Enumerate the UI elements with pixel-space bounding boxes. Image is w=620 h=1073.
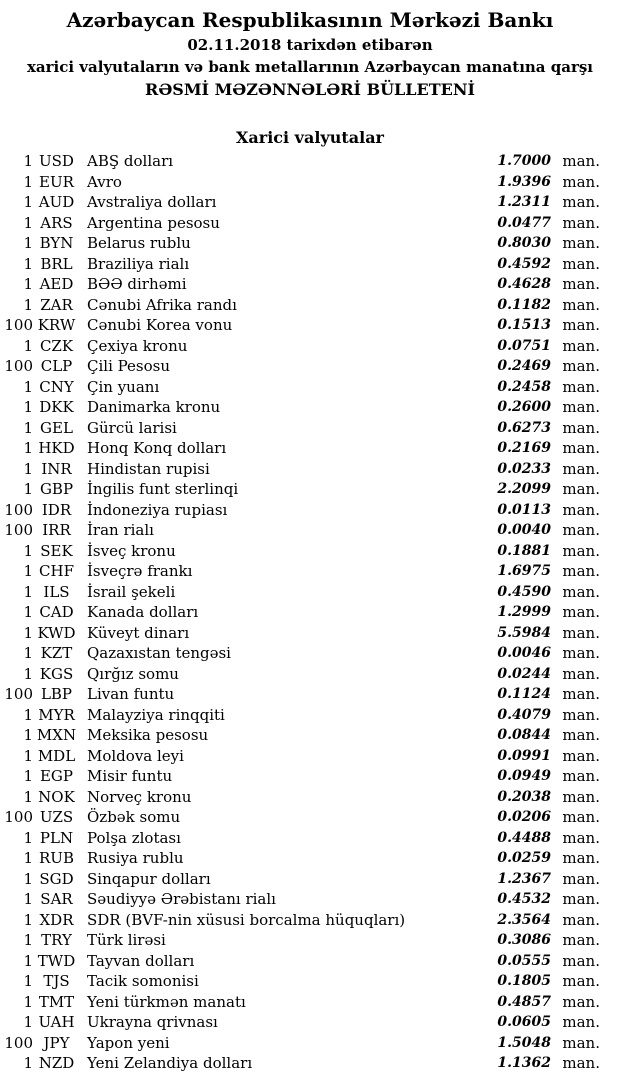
currency-quantity: 100 — [4, 357, 33, 375]
currency-quantity: 1 — [23, 910, 33, 929]
currency-row — [0, 992, 600, 1013]
currency-row — [0, 828, 600, 849]
currency-code: JPY — [43, 1033, 70, 1052]
currency-row — [0, 254, 600, 275]
currency-name: Moldova leyi — [87, 746, 184, 765]
currency-row — [0, 172, 600, 193]
currency-code: INR — [41, 459, 72, 478]
exchange-rate: 0.1805 — [497, 973, 551, 989]
currency-row — [0, 582, 600, 603]
currency-name: İngilis funt sterlinqi — [87, 480, 239, 498]
currency-quantity: 100 — [4, 500, 33, 519]
currency-code: NZD — [38, 1054, 75, 1072]
currency-quantity: 1 — [23, 603, 33, 621]
unit-label: man. — [562, 972, 600, 990]
exchange-rate: 0.2458 — [497, 378, 551, 395]
currency-name: İran rialı — [87, 521, 154, 539]
currency-quantity: 1 — [23, 172, 33, 191]
currency-quantity: 1 — [23, 295, 33, 314]
currency-row — [0, 151, 600, 172]
exchange-rate: 0.0555 — [497, 952, 551, 969]
currency-quantity: 1 — [23, 828, 33, 847]
currency-row — [0, 951, 600, 972]
currency-code: SAR — [40, 890, 73, 908]
currency-code: KRW — [37, 316, 76, 334]
currency-code: ZAR — [40, 295, 73, 314]
currency-code: TJS — [43, 972, 70, 990]
currency-name: Misir funtu — [87, 767, 173, 785]
exchange-rate: 0.0040 — [497, 522, 551, 538]
currency-quantity: 1 — [23, 931, 33, 949]
exchange-rate: 0.3086 — [497, 932, 551, 948]
currency-row — [0, 705, 600, 726]
currency-code: USD — [39, 152, 74, 170]
currency-row — [0, 746, 600, 767]
exchange-rate: 0.2469 — [497, 358, 551, 374]
currency-quantity: 100 — [4, 685, 33, 703]
unit-label: man. — [562, 316, 600, 334]
currency-row — [0, 848, 600, 869]
exchange-rate: 0.0991 — [497, 747, 551, 764]
currency-name: BƏƏ dirhəmi — [87, 275, 187, 293]
currency-code: AED — [39, 275, 74, 293]
exchange-rate: 0.0046 — [497, 645, 551, 661]
currency-quantity: 1 — [23, 767, 33, 785]
currency-name: Tayvan dolları — [87, 951, 195, 970]
unit-label: man. — [562, 193, 600, 211]
unit-label: man. — [562, 398, 600, 416]
exchange-rate: 0.0113 — [497, 501, 551, 518]
currency-quantity: 1 — [23, 726, 33, 744]
currency-quantity: 1 — [23, 849, 33, 867]
currency-quantity: 1 — [23, 951, 33, 970]
currency-code: CHF — [39, 562, 74, 580]
currency-quantity: 1 — [23, 439, 33, 457]
exchange-rate: 5.5984 — [497, 624, 551, 641]
currency-name: Səudiyyə Ərəbistanı rialı — [87, 890, 276, 908]
currency-row — [0, 213, 600, 234]
currency-quantity: 1 — [23, 664, 33, 683]
unit-label: man. — [562, 787, 600, 806]
exchange-rate: 1.5048 — [497, 1034, 551, 1051]
exchange-rate: 0.8030 — [497, 235, 551, 251]
currency-code: UAH — [38, 1013, 75, 1031]
currency-code: GBP — [39, 480, 74, 498]
currency-code: CLP — [40, 357, 73, 375]
currency-quantity: 1 — [23, 992, 33, 1011]
currency-row — [0, 336, 600, 357]
currency-name: Gürcü larisi — [87, 418, 177, 437]
currency-name: Honq Konq dolları — [87, 439, 227, 457]
currency-name: Qazaxıstan tengəsi — [87, 644, 231, 662]
unit-label: man. — [562, 890, 600, 908]
currency-name: Argentina pesosu — [87, 213, 220, 232]
currency-row — [0, 623, 600, 644]
scope-line: xarici valyutaların və bank metallarının Azərbaycan manatına qarşı — [26, 58, 594, 76]
currency-code: UZS — [39, 808, 74, 826]
unit-label: man. — [562, 910, 600, 929]
currency-code: MDL — [37, 746, 76, 765]
currency-row — [0, 315, 600, 336]
exchange-rate: 1.2311 — [497, 194, 551, 210]
currency-quantity: 1 — [23, 398, 33, 416]
exchange-rate: 2.3564 — [497, 911, 551, 928]
currency-code: NOK — [38, 787, 75, 806]
exchange-rate: 0.0949 — [497, 768, 551, 784]
exchange-rate: 0.2600 — [497, 399, 551, 415]
currency-quantity: 1 — [23, 480, 33, 498]
currency-row — [0, 1033, 600, 1054]
currency-row — [0, 910, 600, 931]
currency-name: İsveç kronu — [87, 541, 176, 560]
currency-name: Cənubi Korea vonu — [87, 316, 233, 334]
currency-name: Çexiya kronu — [87, 336, 188, 355]
exchange-rate: 0.2038 — [497, 788, 551, 805]
currency-name: Küveyt dinarı — [87, 623, 190, 642]
currency-row — [0, 356, 600, 377]
currency-name: İndoneziya rupiası — [87, 500, 228, 519]
exchange-rate: 0.1881 — [497, 542, 551, 559]
currency-name: Belarus rublu — [87, 234, 191, 252]
currency-row — [0, 479, 600, 500]
unit-label: man. — [562, 705, 600, 724]
currency-quantity: 1 — [23, 234, 33, 252]
currency-quantity: 1 — [23, 213, 33, 232]
currency-row — [0, 766, 600, 787]
currency-quantity: 1 — [23, 336, 33, 355]
currency-name: Avstraliya dolları — [87, 193, 217, 211]
currency-name: Danimarka kronu — [87, 398, 221, 416]
currency-code: GEL — [40, 418, 73, 437]
exchange-rate: 1.2367 — [497, 870, 551, 887]
currency-quantity: 1 — [23, 152, 33, 170]
unit-label: man. — [562, 644, 600, 662]
exchange-rate: 1.9396 — [497, 173, 551, 190]
currency-code: BRL — [40, 254, 73, 273]
unit-label: man. — [562, 213, 600, 232]
exchange-rate: 0.0605 — [497, 1014, 551, 1030]
currency-row — [0, 192, 600, 213]
exchange-rate: 0.4532 — [497, 891, 551, 907]
currency-row — [0, 643, 600, 664]
unit-label: man. — [562, 439, 600, 457]
currency-name: Braziliya rialı — [87, 254, 190, 273]
unit-label: man. — [562, 623, 600, 642]
unit-label: man. — [562, 418, 600, 437]
currency-name: Yapon yeni — [87, 1033, 170, 1052]
currency-row — [0, 684, 600, 705]
bulletin-title: RƏSMİ MƏZƏNNƏLƏRİ BÜLLETENİ — [145, 80, 475, 99]
currency-quantity: 1 — [23, 582, 33, 601]
currency-code: ILS — [43, 582, 70, 601]
unit-label: man. — [562, 295, 600, 314]
exchange-rate: 0.4857 — [497, 993, 551, 1010]
currency-quantity: 1 — [23, 705, 33, 724]
unit-label: man. — [562, 726, 600, 744]
unit-label: man. — [562, 480, 600, 498]
currency-name: ABŞ dolları — [87, 152, 174, 170]
unit-label: man. — [562, 275, 600, 293]
unit-label: man. — [562, 234, 600, 252]
unit-label: man. — [562, 951, 600, 970]
currency-rates-table — [0, 151, 620, 1073]
exchange-rate: 0.4592 — [497, 255, 551, 272]
exchange-rate: 1.2999 — [497, 604, 551, 620]
currency-row — [0, 418, 600, 439]
currency-code: SGD — [39, 869, 74, 888]
currency-quantity: 1 — [23, 623, 33, 642]
currency-row — [0, 930, 600, 951]
exchange-rate: 1.6975 — [497, 563, 551, 579]
currency-quantity: 100 — [4, 808, 33, 826]
currency-name: Kanada dolları — [87, 603, 199, 621]
unit-label: man. — [562, 1013, 600, 1031]
currency-row — [0, 869, 600, 890]
exchange-rate: 0.0477 — [497, 214, 551, 231]
unit-label: man. — [562, 808, 600, 826]
unit-label: man. — [562, 357, 600, 375]
currency-name: Meksika pesosu — [87, 726, 209, 744]
currency-name: Qırğız somu — [87, 664, 179, 683]
unit-label: man. — [562, 869, 600, 888]
currency-code: CNY — [39, 377, 74, 396]
currency-quantity: 1 — [23, 418, 33, 437]
currency-code: IDR — [41, 500, 72, 519]
exchange-rate: 0.1513 — [497, 317, 551, 333]
currency-name: Ukrayna qrivnası — [87, 1013, 218, 1031]
exchange-rate: 0.0206 — [497, 809, 551, 825]
currency-row — [0, 233, 600, 254]
unit-label: man. — [562, 603, 600, 621]
exchange-rate: 0.1124 — [497, 686, 551, 702]
currency-row — [0, 459, 600, 480]
currency-quantity: 100 — [4, 316, 33, 334]
currency-name: İsveçrə frankı — [87, 562, 193, 580]
currency-name: Tacik somonisi — [87, 972, 199, 990]
currency-name: Sinqapur dolları — [87, 869, 211, 888]
currency-code: KWD — [37, 623, 76, 642]
currency-quantity: 1 — [23, 644, 33, 662]
unit-label: man. — [562, 746, 600, 765]
currency-name: Livan funtu — [87, 685, 175, 703]
currency-quantity: 1 — [23, 254, 33, 273]
currency-code: SEK — [40, 541, 73, 560]
currency-code: TRY — [41, 931, 72, 949]
currency-quantity: 1 — [23, 972, 33, 990]
section-title-foreign-currencies: Xarici valyutalar — [236, 128, 384, 147]
exchange-rate: 0.4488 — [497, 829, 551, 846]
bulletin-header — [0, 0, 620, 101]
unit-label: man. — [562, 1033, 600, 1052]
unit-label: man. — [562, 562, 600, 580]
unit-label: man. — [562, 849, 600, 867]
unit-label: man. — [562, 459, 600, 478]
currency-row — [0, 787, 600, 808]
currency-quantity: 1 — [23, 746, 33, 765]
currency-code: TWD — [37, 951, 76, 970]
currency-row — [0, 520, 600, 541]
unit-label: man. — [562, 931, 600, 949]
unit-label: man. — [562, 685, 600, 703]
currency-row — [0, 1012, 600, 1033]
currency-code: LBP — [40, 685, 73, 703]
currency-quantity: 1 — [23, 1054, 33, 1072]
currency-row — [0, 602, 600, 623]
currency-code: DKK — [39, 398, 74, 416]
currency-code: CAD — [39, 603, 74, 621]
currency-row — [0, 807, 600, 828]
currency-code: MYR — [38, 705, 75, 724]
exchange-rate: 0.0844 — [497, 727, 551, 743]
unit-label: man. — [562, 254, 600, 273]
currency-row — [0, 889, 600, 910]
unit-label: man. — [562, 377, 600, 396]
unit-label: man. — [562, 172, 600, 191]
currency-row — [0, 274, 600, 295]
currency-quantity: 1 — [23, 275, 33, 293]
currency-row — [0, 541, 600, 562]
currency-quantity: 1 — [23, 787, 33, 806]
bank-name-title: Azərbaycan Respublikasının Mərkəzi Bankı — [66, 8, 554, 32]
unit-label: man. — [562, 992, 600, 1011]
currency-row — [0, 971, 600, 992]
unit-label: man. — [562, 152, 600, 170]
currency-row — [0, 1053, 600, 1073]
currency-name: Avro — [87, 172, 122, 191]
unit-label: man. — [562, 336, 600, 355]
currency-quantity: 1 — [23, 1013, 33, 1031]
currency-name: Polşa zlotası — [87, 828, 181, 847]
exchange-rate: 0.0233 — [497, 460, 551, 477]
currency-code: IRR — [42, 521, 71, 539]
exchange-rate: 1.1362 — [497, 1055, 551, 1071]
currency-quantity: 100 — [4, 1033, 33, 1052]
currency-row — [0, 377, 600, 398]
currency-quantity: 1 — [23, 459, 33, 478]
currency-row — [0, 397, 600, 418]
currency-code: RUB — [39, 849, 74, 867]
unit-label: man. — [562, 664, 600, 683]
currency-name: SDR (BVF-nin xüsusi borcalma hüquqları) — [87, 910, 406, 929]
currency-quantity: 100 — [4, 521, 33, 539]
currency-code: EGP — [39, 767, 74, 785]
currency-name: Özbək somu — [87, 808, 181, 826]
currency-name: Malayziya rinqqiti — [87, 705, 225, 724]
exchange-rate: 0.2169 — [497, 440, 551, 456]
exchange-rate: 1.7000 — [497, 153, 551, 169]
currency-quantity: 1 — [23, 377, 33, 396]
unit-label: man. — [562, 1054, 600, 1072]
currency-quantity: 1 — [23, 541, 33, 560]
currency-code: XDR — [39, 910, 74, 929]
currency-row — [0, 725, 600, 746]
unit-label: man. — [562, 828, 600, 847]
currency-row — [0, 438, 600, 459]
currency-row — [0, 295, 600, 316]
exchange-rate: 0.1182 — [497, 296, 551, 313]
unit-label: man. — [562, 767, 600, 785]
currency-quantity: 1 — [23, 193, 33, 211]
exchange-rate: 0.4079 — [497, 706, 551, 723]
currency-code: PLN — [39, 828, 74, 847]
exchange-rate: 0.0259 — [497, 850, 551, 866]
currency-code: ARS — [40, 213, 73, 232]
effective-date-line: 02.11.2018 tarixdən etibarən — [187, 36, 433, 54]
exchange-rate: 0.4590 — [497, 583, 551, 600]
currency-name: Yeni türkmən manatı — [87, 992, 246, 1011]
currency-code: MXN — [36, 726, 77, 744]
unit-label: man. — [562, 541, 600, 560]
currency-code: TMT — [38, 992, 75, 1011]
currency-name: Norveç kronu — [87, 787, 192, 806]
currency-name: Hindistan rupisi — [87, 459, 210, 478]
currency-name: İsrail şekeli — [87, 582, 176, 601]
currency-code: HKD — [38, 439, 75, 457]
currency-name: Çili Pesosu — [87, 357, 171, 375]
currency-name: Çin yuanı — [87, 377, 160, 396]
exchange-rate: 0.6273 — [497, 419, 551, 436]
unit-label: man. — [562, 582, 600, 601]
currency-name: Türk lirəsi — [87, 931, 166, 949]
currency-name: Cənubi Afrika randı — [87, 295, 237, 314]
currency-row — [0, 500, 600, 521]
currency-code: AUD — [38, 193, 75, 211]
exchange-rate: 0.0244 — [497, 665, 551, 682]
exchange-rate: 0.4628 — [497, 276, 551, 292]
currency-quantity: 1 — [23, 869, 33, 888]
currency-code: BYN — [39, 234, 74, 252]
currency-row — [0, 561, 600, 582]
currency-code: KZT — [40, 644, 73, 662]
currency-quantity: 1 — [23, 890, 33, 908]
currency-quantity: 1 — [23, 562, 33, 580]
currency-name: Yeni Zelandiya dolları — [87, 1054, 253, 1072]
exchange-rate: 2.2099 — [497, 481, 551, 497]
currency-code: CZK — [39, 336, 74, 355]
unit-label: man. — [562, 521, 600, 539]
currency-code: EUR — [39, 172, 74, 191]
currency-code: KGS — [39, 664, 74, 683]
exchange-rate: 0.0751 — [497, 337, 551, 354]
unit-label: man. — [562, 500, 600, 519]
currency-name: Rusiya rublu — [87, 849, 184, 867]
currency-row — [0, 664, 600, 685]
